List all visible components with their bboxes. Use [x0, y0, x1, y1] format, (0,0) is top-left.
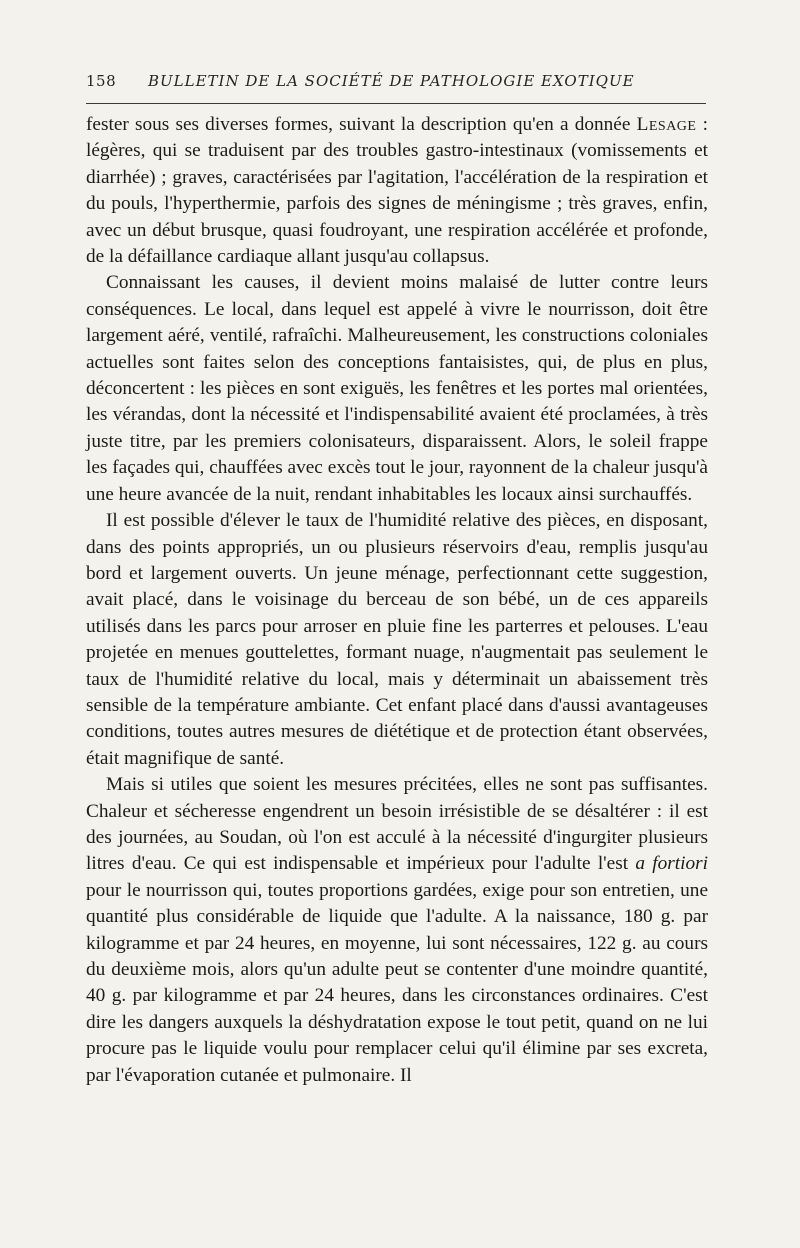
paragraph-1 — [86, 112, 708, 270]
paragraph-4-text-a: Mais si utiles que soient les mesures précitées, elles ne sont pas suffisantes. Chaleur et sécheresse engendrent un besoin irrésistible de se désaltérer : il est des journées, au Soudan, où l'on est acculé à la nécessité d'ingurgiter plusieurs litres d'eau. Ce qui est indispensable et impérieux pour l'adulte l'est — [86, 774, 708, 875]
latin-phrase: a fortiori — [635, 853, 708, 875]
paragraph-4-text-b: pour le nourrisson qui, toutes proportions gardées, exige pour son entretien, une quantité plus considérable de liquide que l'adulte. A la naissance, 180 g. par kilogramme et par 24 heures, en moyenne, lui sont nécessaires, 122 g. au cours du deuxième mois, alors qu'un adulte peut se contenter d'une moindre quantité, 40 g. par kilogramme et par 24 heures, dans les circonstances ordinaires. C'est dire les dangers auxquels la déshydratation expose le tout petit, quand on ne lui procure pas le liquide voulu pour remplacer celui qu'il élimine par ses excreta, par l'évaporation cutanée et pulmonaire. Il — [86, 879, 708, 1086]
author-name: Lesage — [636, 114, 697, 135]
paragraph-2: Connaissant les causes, il devient moins malaisé de lutter contre leurs conséquences. Le local, dans lequel est appelé à vivre le nourrisson, doit être largement aéré, ventilé, rafraîchi. Malheureusement, les constructions coloniales actuelles sont faites selon des conceptions fantaisistes, qui, de plus en plus, déconcertent : les pièces en sont exiguës, les fenêtres et les portes mal orientées, les vérandas, dont la nécessité et l'indispensabilité avaient été proclamées, à très juste titre, par les premiers colonisateurs, disparaissent. Alors, le soleil frappe les façades qui, chauffées avec excès tout le jour, rayonnent de la chaleur jusqu'à une heure avancée de la nuit, rendant inhabitables les locaux ainsi surchauffés. — [86, 272, 708, 505]
page-header — [86, 72, 706, 96]
paragraph-1-text-a: fester sous ses diverses formes, suivant la description qu'en a donnée — [86, 114, 637, 135]
paragraph-3: Il est possible d'élever le taux de l'humidité relative des pièces, en disposant, dans des points appropriés, un ou plusieurs réservoirs d'eau, remplis jusqu'au bord et largement ouverts. Un jeune ménage, perfectionnant cette suggestion, avait placé, dans le voisinage du berceau de son bébé, un de ces appareils utilisés dans les parcs pour arroser en pluie fine les parterres et pelouses. L'eau projetée en menues gouttelettes, formant nuage, n'augmentait pas seulement le taux de l'humidité relative du local, mais y déterminait un abaissement très sensible de la température ambiante. Cet enfant placé dans d'aussi avantageuses conditions, toutes autres mesures de diététique et de protection étant observées, était magnifique de santé. — [86, 510, 708, 769]
page-number: 158 — [86, 72, 117, 90]
running-title: BULLETIN DE LA SOCIÉTÉ DE PATHOLOGIE EXOTIQUE — [148, 72, 635, 90]
header-rule — [86, 103, 706, 104]
paragraph-4 — [86, 772, 708, 1089]
paragraph-1-text-b: : légères, qui se traduisent par des troubles gastro-intestinaux (vomissements et diarrhée) ; graves, caractérisées par l'agitation, l'accélération de la respiration et du pouls, l'hyperthermie, parfois des signes de méningisme ; très graves, enfin, avec un début brusque, quasi foudroyant, une respiration accélérée et profonde, de la défaillance cardiaque allant jusqu'au collapsus. — [86, 114, 708, 268]
body-text — [86, 112, 708, 1089]
